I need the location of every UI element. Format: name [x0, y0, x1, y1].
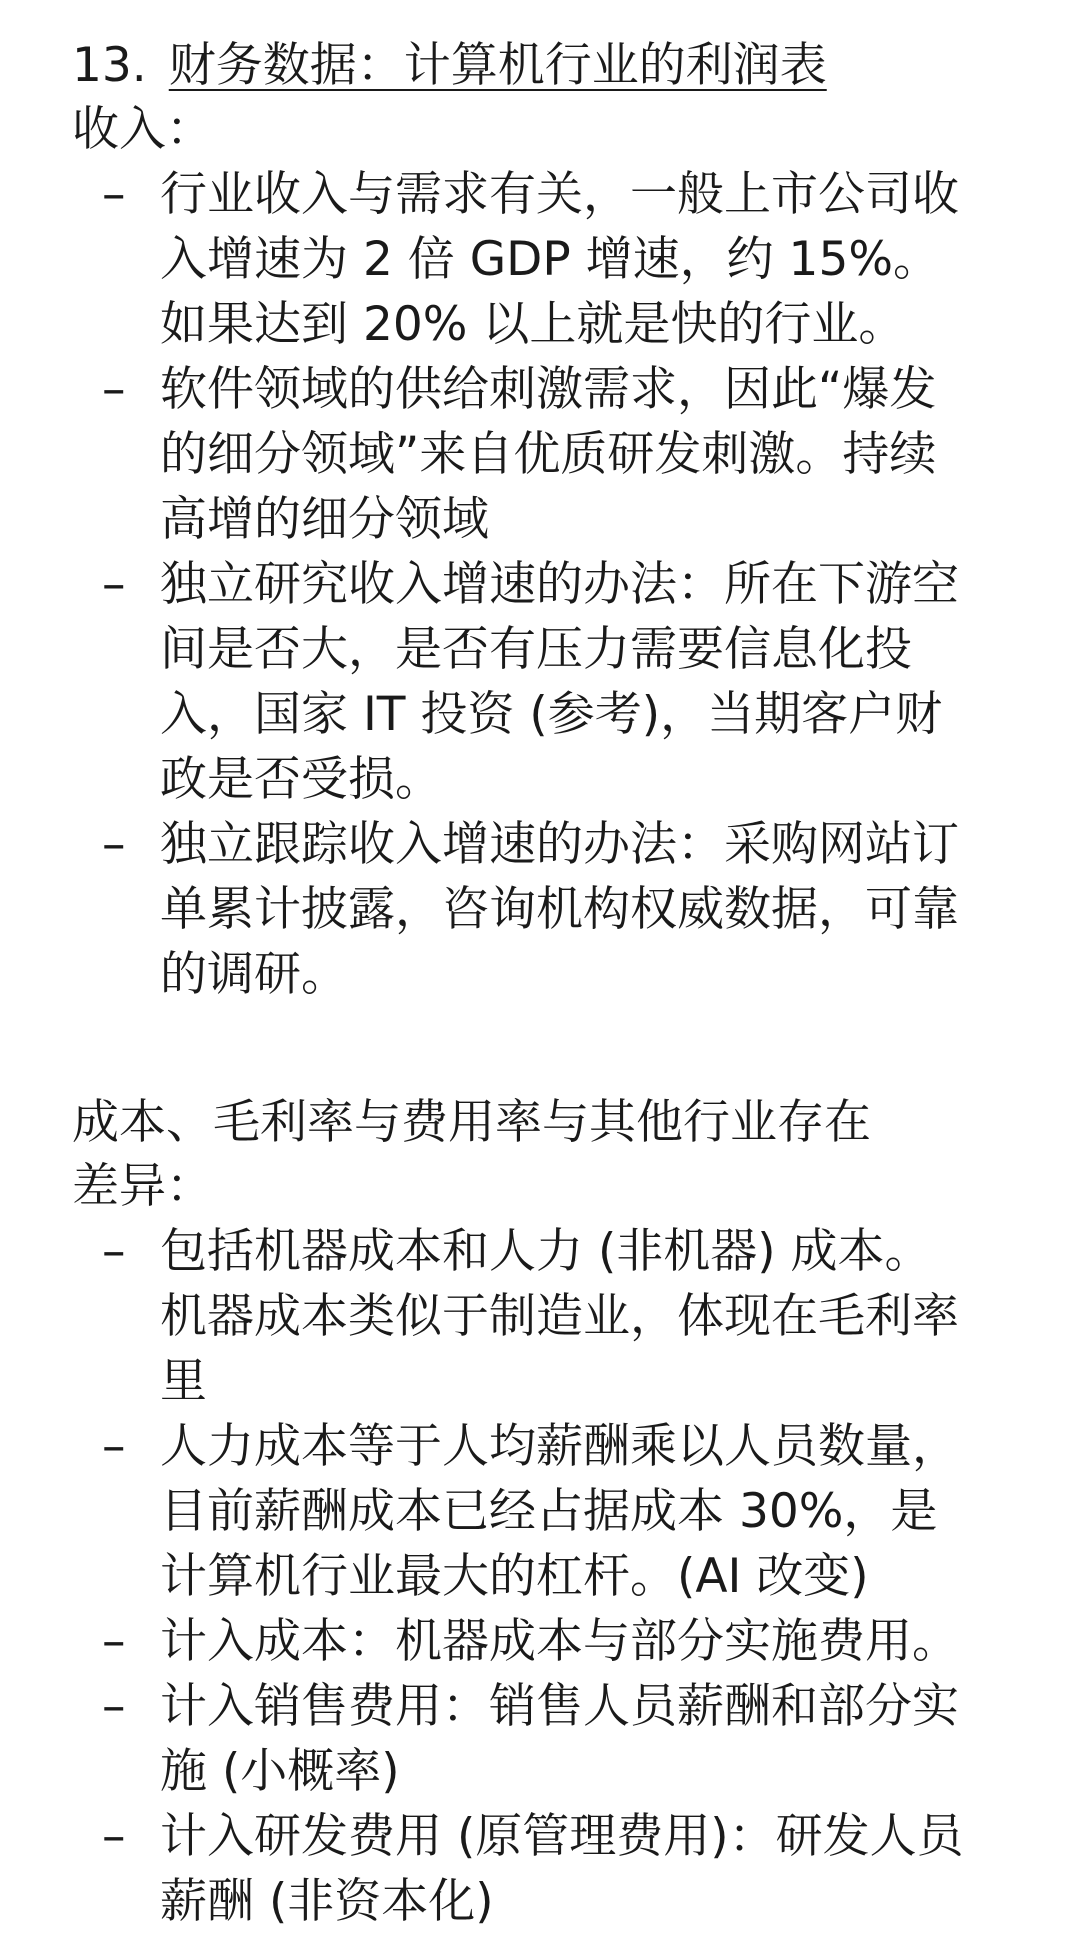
cost-label-line-2: 差异：	[72, 1159, 213, 1214]
list-item-text: 计入研发费用 (原管理费用)：研发人员薪酬 (非资本化)	[160, 1809, 964, 1929]
cost-label-line-1: 成本、毛利率与费用率与其他行业存在	[72, 1095, 871, 1150]
list-item	[72, 1609, 984, 1674]
list-item-text: 计入成本：机器成本与部分实施费用。	[160, 1614, 959, 1669]
section-heading	[72, 34, 1012, 98]
list-item	[72, 1414, 984, 1609]
bullet-dash: –	[102, 362, 126, 417]
bullet-dash: –	[102, 1809, 126, 1864]
cost-list	[72, 1219, 1012, 1934]
section-title: 财务数据：计算机行业的利润表	[168, 38, 827, 93]
revenue-list	[72, 162, 1012, 1007]
list-item-text: 软件领域的供给刺激需求，因此“爆发的细分领域”来自优质研发刺激。持续高增的细分领域	[160, 362, 937, 547]
list-item	[72, 357, 984, 552]
list-item	[72, 1674, 984, 1804]
section-number: 13.	[72, 38, 147, 93]
list-item	[72, 162, 984, 357]
section-spacer	[72, 1007, 1012, 1091]
bullet-dash: –	[102, 817, 126, 872]
list-item-text: 包括机器成本和人力 (非机器) 成本。机器成本类似于制造业，体现在毛利率里	[160, 1224, 959, 1409]
document-page	[72, 34, 1012, 1934]
list-item	[72, 1219, 984, 1414]
revenue-label: 收入：	[72, 102, 213, 157]
bullet-dash: –	[102, 557, 126, 612]
bullet-dash: –	[102, 1679, 126, 1734]
list-item-text: 独立研究收入增速的办法：所在下游空间是否大，是否有压力需要信息化投入，国家 IT 投资 (参考)，当期客户财政是否受损。	[160, 557, 959, 807]
list-item	[72, 1804, 984, 1934]
bullet-dash: –	[102, 1614, 126, 1669]
list-item-text: 行业收入与需求有关，一般上市公司收入增速为 2 倍 GDP 增速，约 15%。如果达到 20% 以上就是快的行业。	[160, 167, 959, 352]
list-item-text: 独立跟踪收入增速的办法：采购网站订单累计披露，咨询机构权威数据，可靠的调研。	[160, 817, 959, 1002]
list-item-text: 计入销售费用：销售人员薪酬和部分实施 (小概率)	[160, 1679, 959, 1799]
list-item	[72, 552, 984, 812]
bullet-dash: –	[102, 1419, 126, 1474]
list-item	[72, 812, 984, 1007]
list-item-text: 人力成本等于人均薪酬乘以人员数量，目前薪酬成本已经占据成本 30%，是计算机行业最大的杠杆。(AI 改变)	[160, 1419, 959, 1604]
bullet-dash: –	[102, 167, 126, 222]
bullet-dash: –	[102, 1224, 126, 1279]
